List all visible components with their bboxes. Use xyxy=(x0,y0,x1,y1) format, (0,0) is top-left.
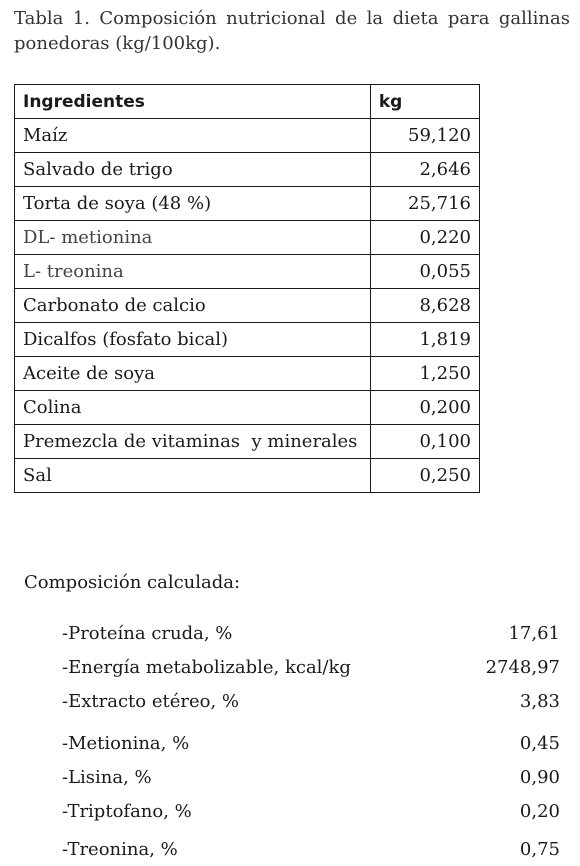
ingredient-kg: 0,055 xyxy=(370,255,479,289)
ingredient-name: Torta de soya (48 %) xyxy=(15,187,371,221)
list-item xyxy=(62,616,560,650)
list-item xyxy=(62,650,560,684)
ingredient-kg: 0,100 xyxy=(370,425,479,459)
table-row xyxy=(15,187,480,221)
table-row xyxy=(15,323,480,357)
composition-value: 0,20 xyxy=(519,800,560,822)
composition-label: -Proteína cruda, % xyxy=(62,622,233,644)
composition-value: 0,75 xyxy=(519,838,560,860)
composition-label: -Extracto etéreo, % xyxy=(62,690,239,712)
composition-value: 17,61 xyxy=(508,622,560,644)
table-row xyxy=(15,425,480,459)
ingredient-name: DL- metionina xyxy=(15,221,371,255)
composition-list xyxy=(62,616,560,866)
composition-label: -Lisina, % xyxy=(62,766,152,788)
ingredient-name: Salvado de trigo xyxy=(15,153,371,187)
composition-label: -Metionina, % xyxy=(62,732,190,754)
composition-label: -Energía metabolizable, kcal/kg xyxy=(62,656,351,678)
ingredient-kg: 1,250 xyxy=(370,357,479,391)
ingredient-kg: 8,628 xyxy=(370,289,479,323)
ingredient-name: Dicalfos (fosfato bical) xyxy=(15,323,371,357)
list-item xyxy=(62,726,560,760)
ingredient-name: Premezcla de vitaminas y minerales xyxy=(15,425,371,459)
list-item xyxy=(62,832,560,866)
composition-value: 3,83 xyxy=(519,690,560,712)
ingredient-kg: 0,200 xyxy=(370,391,479,425)
composition-value: 0,45 xyxy=(519,732,560,754)
ingredient-name: Colina xyxy=(15,391,371,425)
table-row xyxy=(15,255,480,289)
table-row xyxy=(15,391,480,425)
composition-title: Composición calculada: xyxy=(24,572,241,593)
table-row xyxy=(15,357,480,391)
header-ingredients: Ingredientes xyxy=(15,85,371,119)
ingredient-kg: 1,819 xyxy=(370,323,479,357)
table-row xyxy=(15,289,480,323)
list-item xyxy=(62,760,560,794)
ingredient-name: Maíz xyxy=(15,119,371,153)
table-row xyxy=(15,221,480,255)
list-item xyxy=(62,794,560,828)
composition-label: -Treonina, % xyxy=(62,838,178,860)
header-kg: kg xyxy=(370,85,479,119)
table-header-row xyxy=(15,85,480,119)
ingredient-kg: 0,250 xyxy=(370,459,479,493)
table-caption: Tabla 1. Composición nutricional de la dieta para gallinas ponedoras (kg/100kg). xyxy=(14,8,570,54)
table-row xyxy=(15,459,480,493)
composition-value: 2748,97 xyxy=(485,656,560,678)
ingredient-name: Aceite de soya xyxy=(15,357,371,391)
composition-label: -Triptofano, % xyxy=(62,800,192,822)
ingredient-kg: 25,716 xyxy=(370,187,479,221)
list-item xyxy=(62,684,560,718)
ingredient-name: Sal xyxy=(15,459,371,493)
ingredient-name: Carbonato de calcio xyxy=(15,289,371,323)
ingredient-name: L- treonina xyxy=(15,255,371,289)
table-row xyxy=(15,153,480,187)
ingredient-kg: 0,220 xyxy=(370,221,479,255)
ingredients-table xyxy=(14,84,480,493)
table-row xyxy=(15,119,480,153)
ingredient-kg: 2,646 xyxy=(370,153,479,187)
composition-value: 0,90 xyxy=(519,766,560,788)
ingredient-kg: 59,120 xyxy=(370,119,479,153)
